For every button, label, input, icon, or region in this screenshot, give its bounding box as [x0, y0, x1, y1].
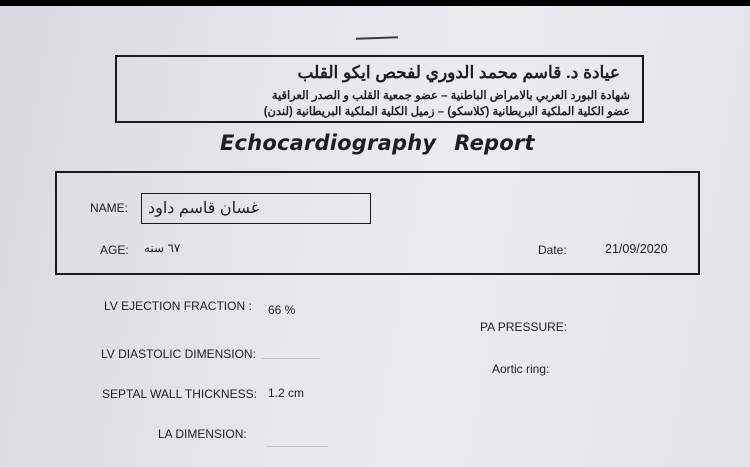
patient-name-field — [141, 193, 371, 224]
report-title-word-2: Report — [454, 131, 535, 155]
lv-ejection-fraction-label: LV EJECTION FRACTION : — [104, 299, 252, 313]
clinic-name: عيادة د. قاسم محمد الدوري لفحص ايكو القلب — [297, 63, 620, 82]
pen-mark — [356, 36, 398, 39]
clinic-header — [115, 55, 644, 123]
patient-name: غسان قاسم داود — [148, 200, 260, 217]
date-label: Date: — [538, 243, 567, 257]
septal-wall-thickness-label: SEPTAL WALL THICKNESS: — [102, 387, 257, 401]
report-date: 21/09/2020 — [605, 242, 668, 256]
aortic-ring-label: Aortic ring: — [492, 362, 550, 376]
pa-pressure-label: PA PRESSURE: — [480, 320, 568, 334]
la-dimension-line — [266, 446, 328, 447]
patient-info-box — [55, 171, 700, 275]
lv-ejection-fraction-value: 66 % — [268, 303, 296, 317]
lv-diastolic-dimension-label: LV DIASTOLIC DIMENSION: — [101, 347, 256, 361]
la-dimension-label: LA DIMENSION: — [158, 427, 247, 441]
doctor-credentials-1: شهادة البورد العربي بالامراض الباطنية – عضو جمعية القلب و الصدر العراقية — [271, 90, 630, 102]
report-sheet — [0, 6, 750, 467]
report-title — [220, 131, 535, 155]
name-label: NAME: — [90, 201, 129, 215]
age-label: AGE: — [100, 243, 129, 257]
patient-age: ٦٧ سنه — [144, 241, 181, 255]
septal-wall-thickness-value: 1.2 cm — [268, 386, 305, 400]
report-title-word-1: Echocardiography — [220, 131, 437, 155]
lv-diastolic-dimension-line — [262, 358, 320, 359]
doctor-credentials-2: عضو الكلية الملكية البريطانية (كلاسكو) – زميل الكلية الملكية البريطانية (لندن) — [263, 106, 630, 118]
